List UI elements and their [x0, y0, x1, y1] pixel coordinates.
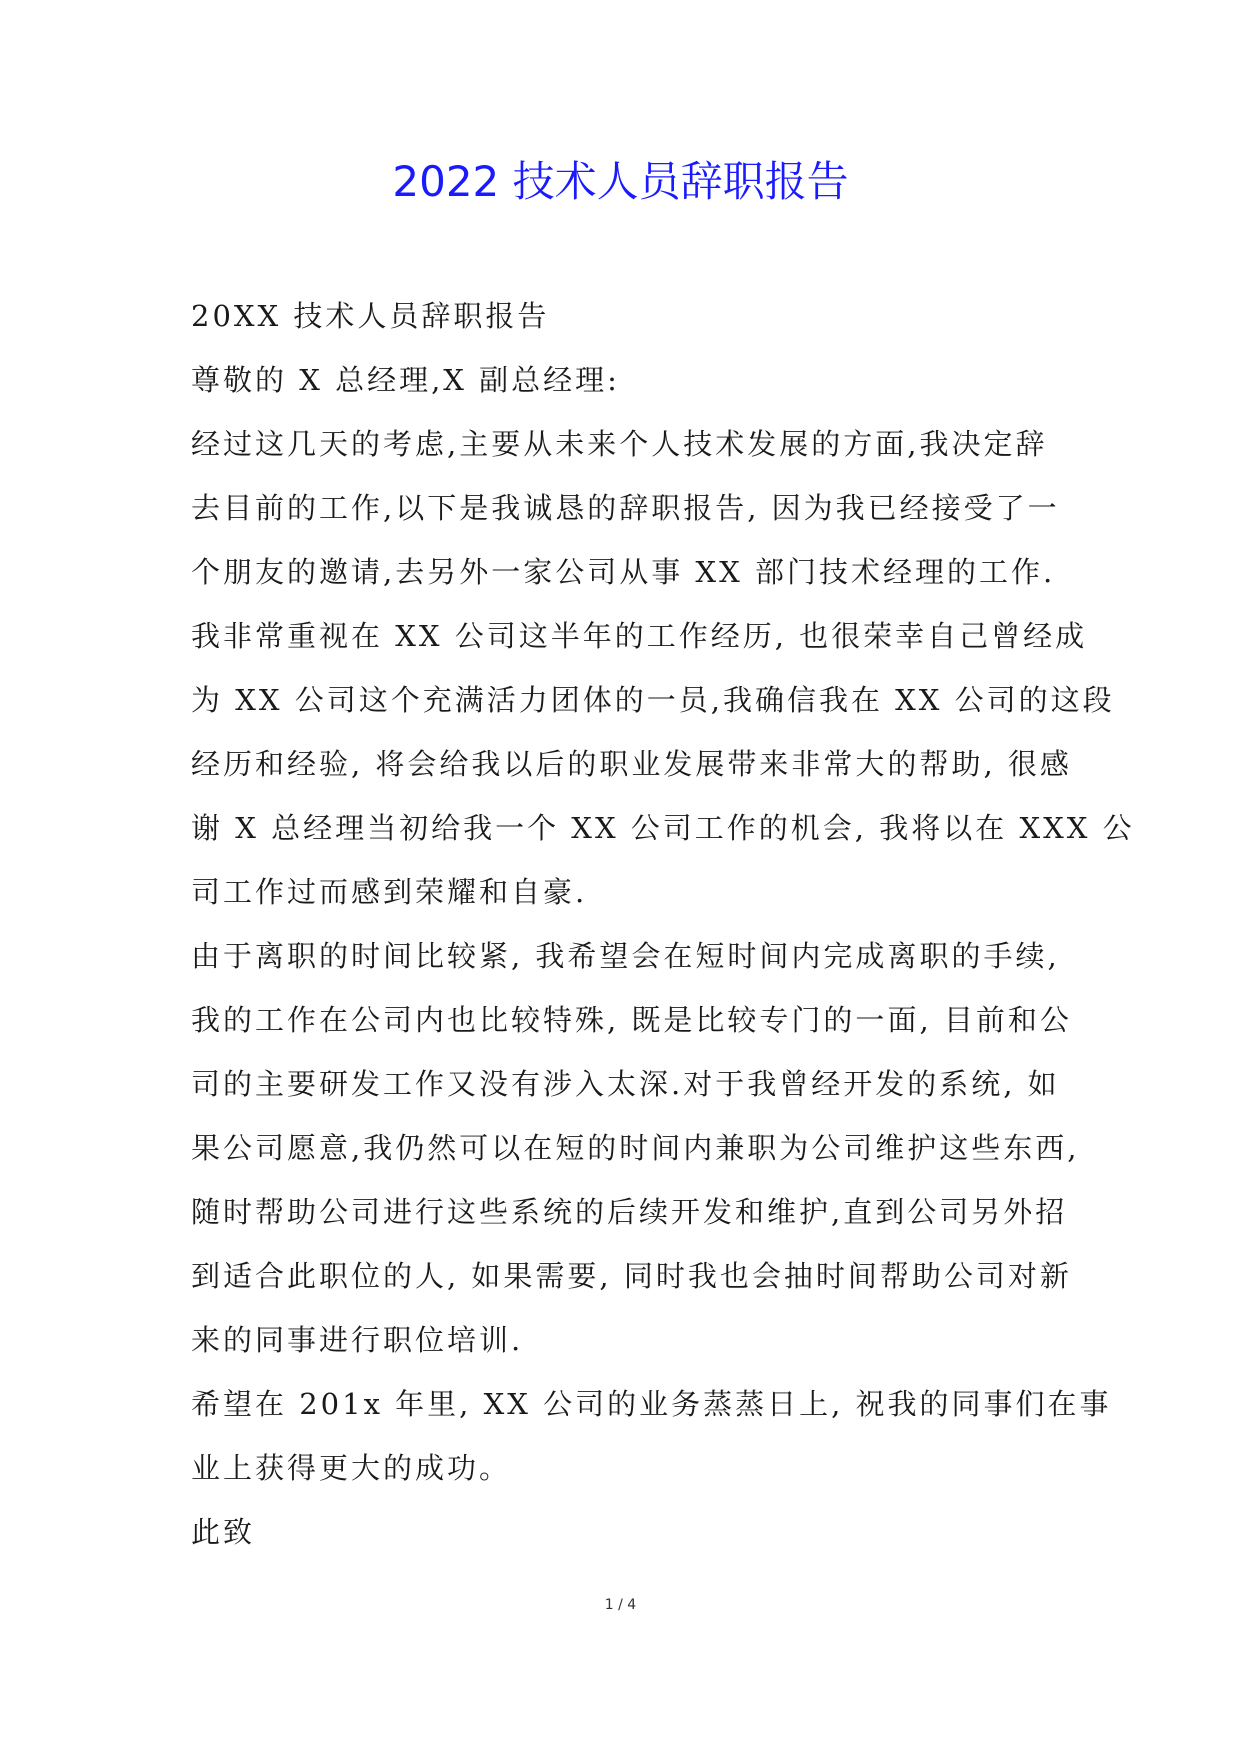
document-title: 2022 技术人员辞职报告 [392, 157, 849, 206]
body-line: 到适合此职位的人, 如果需要, 同时我也会抽时间帮助公司对新 [191, 1259, 1072, 1293]
body-line: 司的主要研发工作又没有涉入太深.对于我曾经开发的系统, 如 [191, 1067, 1060, 1101]
body-line: 希望在 201x 年里, XX 公司的业务蒸蒸日上, 祝我的同事们在事 [191, 1387, 1112, 1421]
body-line: 司工作过而感到荣耀和自豪. [191, 875, 588, 909]
body-line: 个朋友的邀请,去另外一家公司从事 XX 部门技术经理的工作. [191, 555, 1056, 589]
page-number: 1 / 4 [604, 1597, 637, 1613]
body-line: 随时帮助公司进行这些系统的后续开发和维护,直到公司另外招 [191, 1195, 1068, 1229]
body-line: 去目前的工作,以下是我诚恳的辞职报告, 因为我已经接受了一 [191, 491, 1060, 525]
body-line: 由于离职的时间比较紧, 我希望会在短时间内完成离职的手续, [191, 939, 1060, 973]
body-line: 谢 X 总经理当初给我一个 XX 公司工作的机会, 我将以在 XXX 公 [191, 811, 1135, 845]
body-line: 尊敬的 X 总经理,X 副总经理: [191, 363, 620, 397]
body-line: 果公司愿意,我仍然可以在短的时间内兼职为公司维护这些东西, [191, 1131, 1080, 1165]
body-line: 我非常重视在 XX 公司这半年的工作经历, 也很荣幸自己曾经成 [191, 619, 1088, 653]
body-line: 此致 [191, 1515, 256, 1549]
body-line: 经过这几天的考虑,主要从未来个人技术发展的方面,我决定辞 [191, 427, 1048, 461]
document-body [191, 284, 1135, 1564]
body-line: 20XX 技术人员辞职报告 [191, 299, 550, 333]
body-line: 业上获得更大的成功。 [191, 1451, 512, 1485]
body-line: 为 XX 公司这个充满活力团体的一员,我确信我在 XX 公司的这段 [191, 683, 1115, 717]
body-line: 经历和经验, 将会给我以后的职业发展带来非常大的帮助, 很感 [191, 747, 1072, 781]
body-line: 来的同事进行职位培训. [191, 1323, 524, 1357]
body-line: 我的工作在公司内也比较特殊, 既是比较专门的一面, 目前和公 [191, 1003, 1072, 1037]
